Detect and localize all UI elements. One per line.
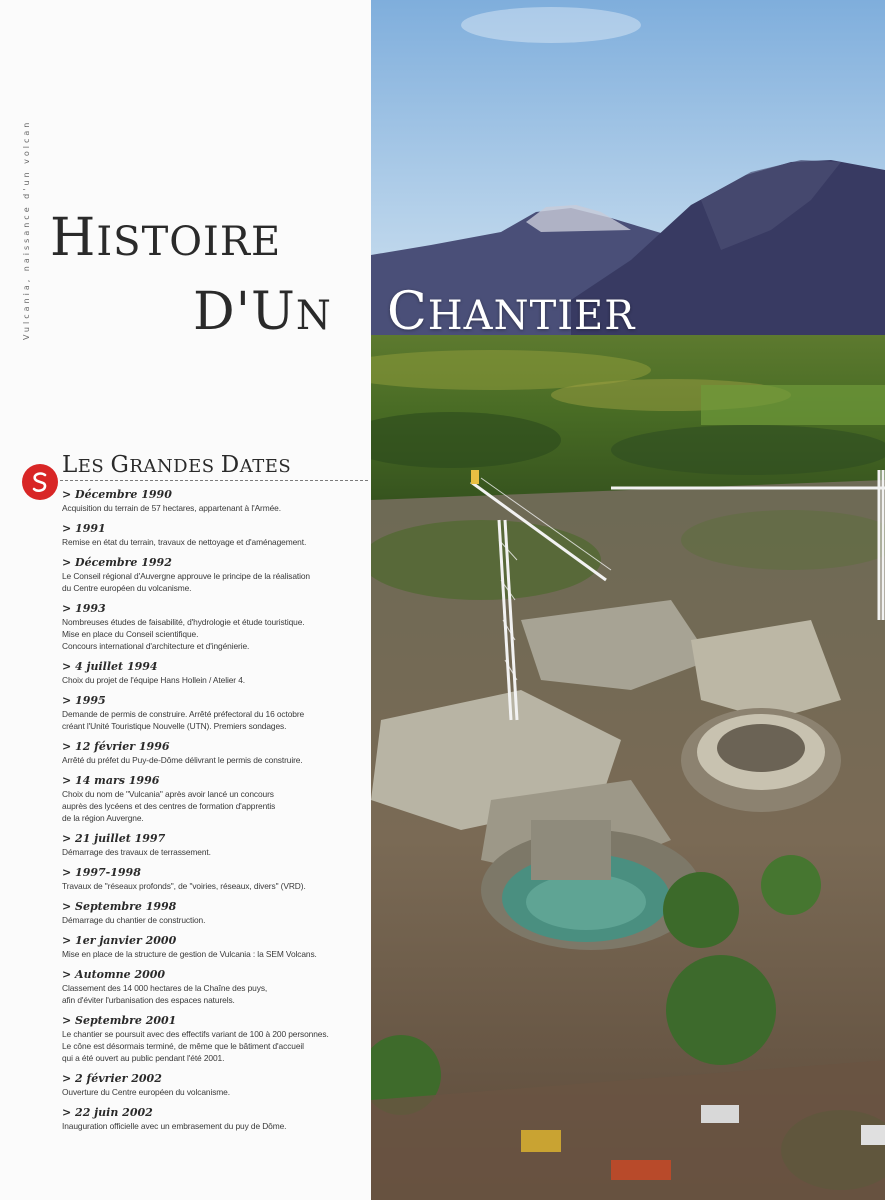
timeline-date: > 1993	[62, 602, 106, 615]
timeline-description: Inauguration officielle avec un embrasement du puy de Dôme.	[62, 1121, 287, 1131]
timeline-entry	[62, 660, 362, 686]
title-d-un: D'UN	[193, 282, 332, 342]
title-histoire: HISTOIRE	[50, 208, 282, 268]
timeline-date: > 12 février 1996	[62, 740, 170, 753]
timeline-date: > 21 juillet 1997	[62, 832, 166, 845]
timeline-date: > Automne 2000	[62, 968, 166, 981]
timeline-date: > 14 mars 1996	[62, 774, 160, 787]
timeline-date: > Septembre 2001	[62, 1014, 177, 1027]
timeline-entry	[62, 694, 362, 732]
timeline-entry	[62, 774, 362, 824]
timeline-description: Remise en état du terrain, travaux de nettoyage et d'aménagement.	[62, 537, 307, 547]
timeline-entry	[62, 934, 362, 960]
timeline-date: > Décembre 1990	[62, 488, 172, 501]
timeline-date: > Septembre 1998	[62, 900, 177, 913]
timeline-date: > 1er janvier 2000	[62, 934, 177, 947]
timeline-description: Travaux de "réseaux profonds", de "voiries, réseaux, divers" (VRD).	[62, 881, 306, 891]
timeline-entry	[62, 1072, 362, 1098]
timeline-description: Demande de permis de construire. Arrêté préfectoral du 16 octobre créant l'Unité Touristique Nouvelle (UTN). Premiers sondages.	[62, 709, 305, 731]
timeline-date: > Décembre 1992	[62, 556, 172, 569]
timeline-entry	[62, 866, 362, 892]
timeline-description: Le chantier se poursuit avec des effectifs variant de 100 à 200 personnes. Le cône est désormais terminé, de même que le bâtiment d'accueil qui a été ouvert au public pendant l'été 2001.	[62, 1029, 329, 1063]
timeline-description: Nombreuses études de faisabilité, d'hydrologie et étude touristique. Mise en place du Conseil scientifique. Concours international d'architecture et d'ingénierie.	[62, 617, 305, 651]
vulcania-logo-icon	[22, 464, 58, 500]
timeline-description: Ouverture du Centre européen du volcanisme.	[62, 1087, 230, 1097]
timeline-date: > 4 juillet 1994	[62, 660, 158, 673]
timeline-date: > 1997-1998	[62, 866, 141, 879]
timeline-description: Démarrage des travaux de terrassement.	[62, 847, 211, 857]
timeline-description: Choix du projet de l'équipe Hans Hollein / Atelier 4.	[62, 675, 245, 685]
section-heading-grandes-dates: LES GRANDES DATES	[62, 452, 292, 478]
timeline-entry	[62, 602, 362, 652]
timeline-entry	[62, 1014, 362, 1064]
section-divider	[60, 480, 368, 481]
vertical-tagline: Vulcania, naissance d'un volcan	[22, 119, 31, 340]
timeline-entry	[62, 1106, 362, 1132]
timeline-list	[62, 488, 362, 1140]
timeline-date: > 2 février 2002	[62, 1072, 162, 1085]
timeline-entry	[62, 968, 362, 1006]
timeline-description: Le Conseil régional d'Auvergne approuve le principe de la réalisation du Centre européen du volcanisme.	[62, 571, 310, 593]
timeline-description: Mise en place de la structure de gestion de Vulcania : la SEM Volcans.	[62, 949, 317, 959]
timeline-entry	[62, 522, 362, 548]
timeline-description: Classement des 14 000 hectares de la Chaîne des puys, afin d'éviter l'urbanisation des espaces naturels.	[62, 983, 268, 1005]
timeline-entry	[62, 488, 362, 514]
timeline-description: Arrêté du préfet du Puy-de-Dôme délivrant le permis de construire.	[62, 755, 303, 765]
timeline-entry	[62, 900, 362, 926]
timeline-entry	[62, 556, 362, 594]
timeline-entry	[62, 740, 362, 766]
timeline-date: > 1991	[62, 522, 106, 535]
timeline-date: > 22 juin 2002	[62, 1106, 153, 1119]
title-chantier: CHANTIER	[387, 282, 636, 342]
timeline-date: > 1995	[62, 694, 106, 707]
timeline-description: Choix du nom de "Vulcania" après avoir lancé un concours auprès des lycéens et des centres de formation d'apprentis de la région Auvergne.	[62, 789, 276, 823]
timeline-description: Démarrage du chantier de construction.	[62, 915, 206, 925]
timeline-entry	[62, 832, 362, 858]
timeline-description: Acquisition du terrain de 57 hectares, appartenant à l'Armée.	[62, 503, 281, 513]
construction-site-photo	[371, 0, 885, 1200]
